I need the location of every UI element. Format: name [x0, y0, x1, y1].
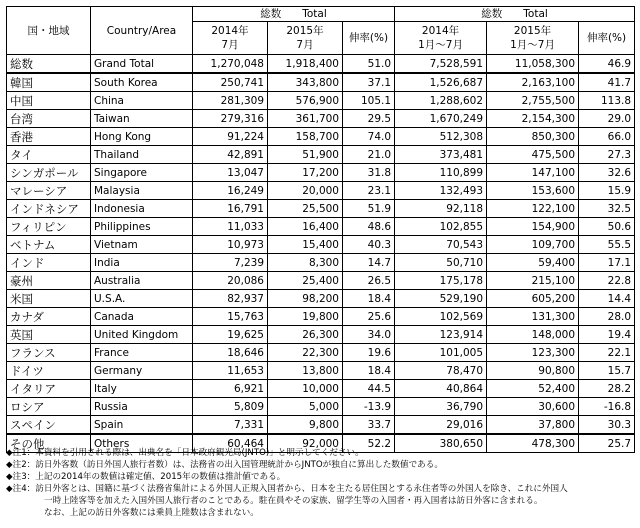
growth-rate-july: 33.7 [343, 416, 395, 435]
visitors-2015-july: 51,900 [268, 146, 343, 164]
growth-rate-jan-jul: 17.1 [579, 254, 635, 272]
growth-rate-july: 23.1 [343, 182, 395, 200]
table-row [7, 398, 635, 416]
growth-rate-jan-jul: 19.4 [579, 326, 635, 344]
visitors-2015-july: 13,800 [268, 362, 343, 380]
region-name-en: France [91, 344, 193, 362]
growth-rate-july: 44.5 [343, 380, 395, 398]
region-name-en: Russia [91, 398, 193, 416]
visitors-2014-jan-jul: 512,308 [395, 128, 487, 146]
visitors-2014-jan-jul: 102,569 [395, 308, 487, 326]
region-name-en: India [91, 254, 193, 272]
region-name-en: Taiwan [91, 110, 193, 128]
visitors-2015-jan-jul: 850,300 [487, 128, 579, 146]
growth-rate-july: 25.6 [343, 308, 395, 326]
region-name-en: Thailand [91, 146, 193, 164]
visitors-2014-july: 16,249 [193, 182, 268, 200]
visitors-2015-jan-jul: 478,300 [487, 434, 579, 453]
region-name-en: Germany [91, 362, 193, 380]
growth-rate-jan-jul: 32.5 [579, 200, 635, 218]
growth-rate-july: 52.2 [343, 434, 395, 453]
header-monthly-growth: 伸率(%) [343, 22, 395, 55]
growth-rate-jan-jul: 15.7 [579, 362, 635, 380]
visitors-2014-jan-jul: 123,914 [395, 326, 487, 344]
visitors-2015-july: 22,300 [268, 344, 343, 362]
growth-rate-july: 26.5 [343, 272, 395, 290]
growth-rate-jan-jul: 41.7 [579, 73, 635, 92]
visitors-2015-jan-jul: 2,154,300 [487, 110, 579, 128]
header-2015-july: 2015年 7月 [268, 22, 343, 55]
region-name-jp: フィリピン [7, 218, 91, 236]
visitors-2015-jan-jul: 122,100 [487, 200, 579, 218]
visitors-2015-july: 576,900 [268, 92, 343, 110]
visitor-statistics-table [6, 6, 635, 453]
visitors-2015-jan-jul: 154,900 [487, 218, 579, 236]
growth-rate-jan-jul: 28.0 [579, 308, 635, 326]
table-row [7, 200, 635, 218]
visitors-2015-july: 361,700 [268, 110, 343, 128]
region-name-jp: インド [7, 254, 91, 272]
region-name-en: Indonesia [91, 200, 193, 218]
growth-rate-july: 37.1 [343, 73, 395, 92]
table-row [7, 182, 635, 200]
growth-rate-jan-jul: 22.1 [579, 344, 635, 362]
visitors-2014-july: 281,309 [193, 92, 268, 110]
table-row [7, 218, 635, 236]
visitors-2014-jan-jul: 92,118 [395, 200, 487, 218]
visitors-2015-jan-jul: 148,000 [487, 326, 579, 344]
visitors-2015-jan-jul: 605,200 [487, 290, 579, 308]
visitors-2015-july: 15,400 [268, 236, 343, 254]
visitors-2015-jan-jul: 109,700 [487, 236, 579, 254]
visitors-2014-jan-jul: 7,528,591 [395, 55, 487, 74]
visitors-2014-july: 279,316 [193, 110, 268, 128]
growth-rate-july: 34.0 [343, 326, 395, 344]
visitors-2014-jan-jul: 1,670,249 [395, 110, 487, 128]
table-row [7, 380, 635, 398]
region-name-en: Others [91, 434, 193, 453]
visitors-2014-jan-jul: 70,543 [395, 236, 487, 254]
region-name-jp: ベトナム [7, 236, 91, 254]
table-row [7, 290, 635, 308]
visitors-2015-july: 10,000 [268, 380, 343, 398]
visitors-2015-july: 20,000 [268, 182, 343, 200]
visitors-2014-jan-jul: 36,790 [395, 398, 487, 416]
region-name-en: Grand Total [91, 55, 193, 74]
visitors-2015-jan-jul: 2,163,100 [487, 73, 579, 92]
region-name-en: United Kingdom [91, 326, 193, 344]
visitors-2015-jan-jul: 123,300 [487, 344, 579, 362]
visitors-2015-jan-jul: 475,500 [487, 146, 579, 164]
region-name-jp: インドネシア [7, 200, 91, 218]
region-name-jp: ロシア [7, 398, 91, 416]
growth-rate-jan-jul: 113.8 [579, 92, 635, 110]
visitors-2015-july: 343,800 [268, 73, 343, 92]
visitors-2014-july: 16,791 [193, 200, 268, 218]
region-name-jp: その他 [7, 434, 91, 453]
region-name-jp: イタリア [7, 380, 91, 398]
region-name-jp: フランス [7, 344, 91, 362]
table-row [7, 55, 635, 74]
growth-rate-jan-jul: 66.0 [579, 128, 635, 146]
visitors-2015-jan-jul: 59,400 [487, 254, 579, 272]
visitors-2014-july: 19,625 [193, 326, 268, 344]
visitors-2015-july: 26,300 [268, 326, 343, 344]
visitors-2015-july: 5,000 [268, 398, 343, 416]
visitors-2015-july: 98,200 [268, 290, 343, 308]
visitors-2015-july: 1,918,400 [268, 55, 343, 74]
visitors-2015-july: 16,400 [268, 218, 343, 236]
growth-rate-july: 14.7 [343, 254, 395, 272]
visitors-2014-july: 60,464 [193, 434, 268, 453]
visitors-2015-july: 25,500 [268, 200, 343, 218]
table-row [7, 164, 635, 182]
table-row [7, 416, 635, 435]
region-name-en: Hong Kong [91, 128, 193, 146]
growth-rate-jan-jul: 25.7 [579, 434, 635, 453]
visitors-2015-july: 158,700 [268, 128, 343, 146]
visitors-2014-july: 6,921 [193, 380, 268, 398]
table-row [7, 254, 635, 272]
region-name-en: Singapore [91, 164, 193, 182]
region-name-en: Malaysia [91, 182, 193, 200]
table-row [7, 110, 635, 128]
header-cumulative-total: 総数 Total [395, 7, 635, 22]
visitors-2015-july: 9,800 [268, 416, 343, 435]
header-2014-july: 2014年 7月 [193, 22, 268, 55]
visitors-2014-jan-jul: 40,864 [395, 380, 487, 398]
header-monthly-total: 総数 Total [193, 7, 395, 22]
table-row [7, 308, 635, 326]
visitors-2014-jan-jul: 529,190 [395, 290, 487, 308]
growth-rate-july: 29.5 [343, 110, 395, 128]
region-name-jp: 豪州 [7, 272, 91, 290]
visitors-2014-july: 20,086 [193, 272, 268, 290]
visitors-2014-jan-jul: 50,710 [395, 254, 487, 272]
region-name-jp: マレーシア [7, 182, 91, 200]
visitors-2015-july: 19,800 [268, 308, 343, 326]
visitors-2015-jan-jul: 147,100 [487, 164, 579, 182]
visitors-2014-jan-jul: 110,899 [395, 164, 487, 182]
visitors-2014-july: 7,239 [193, 254, 268, 272]
visitors-2015-jan-jul: 90,800 [487, 362, 579, 380]
footnote-4-line-2: 一時上陸客等を加えた入国外国人旅行者のことである。駐在員やその家族、留学生等の入国者・再入国者は訪日外客に含まれる。 [44, 496, 543, 506]
growth-rate-jan-jul: 50.6 [579, 218, 635, 236]
visitors-2014-jan-jul: 175,178 [395, 272, 487, 290]
region-name-jp: タイ [7, 146, 91, 164]
visitors-2015-july: 17,200 [268, 164, 343, 182]
region-name-en: Canada [91, 308, 193, 326]
region-name-en: Philippines [91, 218, 193, 236]
region-name-jp: 総数 [7, 55, 91, 74]
region-name-jp: シンガポール [7, 164, 91, 182]
visitors-2015-july: 8,300 [268, 254, 343, 272]
visitors-2014-jan-jul: 1,288,602 [395, 92, 487, 110]
growth-rate-jan-jul: 30.3 [579, 416, 635, 435]
growth-rate-july: 51.0 [343, 55, 395, 74]
growth-rate-jan-jul: 32.6 [579, 164, 635, 182]
visitors-2015-july: 25,400 [268, 272, 343, 290]
footnote-1: ◆注1：本資料を引用される際は、出典名を「日本政府観光局(JNTO)」と明示してください。 [6, 448, 364, 458]
growth-rate-july: 18.4 [343, 362, 395, 380]
table-row [7, 362, 635, 380]
visitors-2015-july: 92,000 [268, 434, 343, 453]
growth-rate-jan-jul: 22.8 [579, 272, 635, 290]
visitors-2014-jan-jul: 1,526,687 [395, 73, 487, 92]
region-name-en: South Korea [91, 73, 193, 92]
header-region-jp: 国・地域 [7, 7, 91, 55]
visitors-2014-jan-jul: 102,855 [395, 218, 487, 236]
table-row [7, 92, 635, 110]
region-name-en: U.S.A. [91, 290, 193, 308]
visitors-2015-jan-jul: 30,600 [487, 398, 579, 416]
region-name-jp: 香港 [7, 128, 91, 146]
table-row [7, 326, 635, 344]
footnote-3: ◆注3：上記の2014年の数値は確定値、2015年の数値は推計値である。 [6, 472, 286, 482]
region-name-en: China [91, 92, 193, 110]
visitors-2014-july: 15,763 [193, 308, 268, 326]
visitors-2014-jan-jul: 78,470 [395, 362, 487, 380]
visitors-2014-july: 91,224 [193, 128, 268, 146]
visitors-2014-jan-jul: 29,016 [395, 416, 487, 435]
region-name-jp: スペイン [7, 416, 91, 435]
visitors-2014-july: 82,937 [193, 290, 268, 308]
growth-rate-july: 18.4 [343, 290, 395, 308]
visitors-2015-jan-jul: 11,058,300 [487, 55, 579, 74]
table-row [7, 128, 635, 146]
growth-rate-jan-jul: 55.5 [579, 236, 635, 254]
header-2015-jan-jul: 2015年 1月～7月 [487, 22, 579, 55]
growth-rate-july: 74.0 [343, 128, 395, 146]
footnote-4-line-3: なお、上記の訪日外客数には乗員上陸数は含まれない。 [44, 508, 259, 518]
visitors-2014-jan-jul: 380,650 [395, 434, 487, 453]
visitors-2014-jan-jul: 132,493 [395, 182, 487, 200]
growth-rate-jan-jul: 28.2 [579, 380, 635, 398]
region-name-jp: 英国 [7, 326, 91, 344]
growth-rate-july: 105.1 [343, 92, 395, 110]
growth-rate-jan-jul: 29.0 [579, 110, 635, 128]
visitors-2014-july: 18,646 [193, 344, 268, 362]
visitors-2014-jan-jul: 373,481 [395, 146, 487, 164]
growth-rate-july: 31.8 [343, 164, 395, 182]
growth-rate-july: -13.9 [343, 398, 395, 416]
header-cumulative-growth: 伸率(%) [579, 22, 635, 55]
visitors-2015-jan-jul: 52,400 [487, 380, 579, 398]
visitors-2015-jan-jul: 2,755,500 [487, 92, 579, 110]
region-name-jp: 米国 [7, 290, 91, 308]
visitors-2014-jan-jul: 101,005 [395, 344, 487, 362]
visitors-2014-july: 11,033 [193, 218, 268, 236]
visitors-2014-july: 250,741 [193, 73, 268, 92]
visitors-2015-jan-jul: 153,600 [487, 182, 579, 200]
footnote-2: ◆注2：訪日外客数（訪日外国人旅行者数）は、法務省の出入国管理統計からJNTOが独自に算出した数値である。 [6, 460, 443, 470]
visitors-2015-jan-jul: 215,100 [487, 272, 579, 290]
growth-rate-jan-jul: 15.9 [579, 182, 635, 200]
table-row [7, 344, 635, 362]
growth-rate-july: 51.9 [343, 200, 395, 218]
visitors-2014-july: 42,891 [193, 146, 268, 164]
visitors-2014-july: 5,809 [193, 398, 268, 416]
region-name-jp: カナダ [7, 308, 91, 326]
header-region-en: Country/Area [91, 7, 193, 55]
region-name-jp: 中国 [7, 92, 91, 110]
region-name-jp: ドイツ [7, 362, 91, 380]
header-2014-jan-jul: 2014年 1月～7月 [395, 22, 487, 55]
growth-rate-jan-jul: 14.4 [579, 290, 635, 308]
visitors-2015-jan-jul: 131,300 [487, 308, 579, 326]
table-row [7, 73, 635, 92]
growth-rate-july: 40.3 [343, 236, 395, 254]
growth-rate-july: 48.6 [343, 218, 395, 236]
visitors-2015-jan-jul: 37,800 [487, 416, 579, 435]
growth-rate-jan-jul: -16.8 [579, 398, 635, 416]
visitors-2014-july: 10,973 [193, 236, 268, 254]
region-name-jp: 韓国 [7, 73, 91, 92]
growth-rate-jan-jul: 27.3 [579, 146, 635, 164]
visitors-2014-july: 1,270,048 [193, 55, 268, 74]
growth-rate-july: 21.0 [343, 146, 395, 164]
region-name-en: Vietnam [91, 236, 193, 254]
footnotes [6, 447, 634, 519]
visitors-2014-july: 13,047 [193, 164, 268, 182]
region-name-en: Australia [91, 272, 193, 290]
table-row [7, 146, 635, 164]
region-name-jp: 台湾 [7, 110, 91, 128]
table-row [7, 236, 635, 254]
visitors-2014-july: 7,331 [193, 416, 268, 435]
region-name-en: Spain [91, 416, 193, 435]
growth-rate-jan-jul: 46.9 [579, 55, 635, 74]
region-name-en: Italy [91, 380, 193, 398]
footnote-4: ◆注4：訪日外客とは、国籍に基づく法務省集計による外国人正規入国者から、日本を主たる居住国とする永住者等の外国人を除き、これに外国人 [6, 484, 568, 494]
table-row [7, 272, 635, 290]
growth-rate-july: 19.6 [343, 344, 395, 362]
visitors-2014-july: 11,653 [193, 362, 268, 380]
